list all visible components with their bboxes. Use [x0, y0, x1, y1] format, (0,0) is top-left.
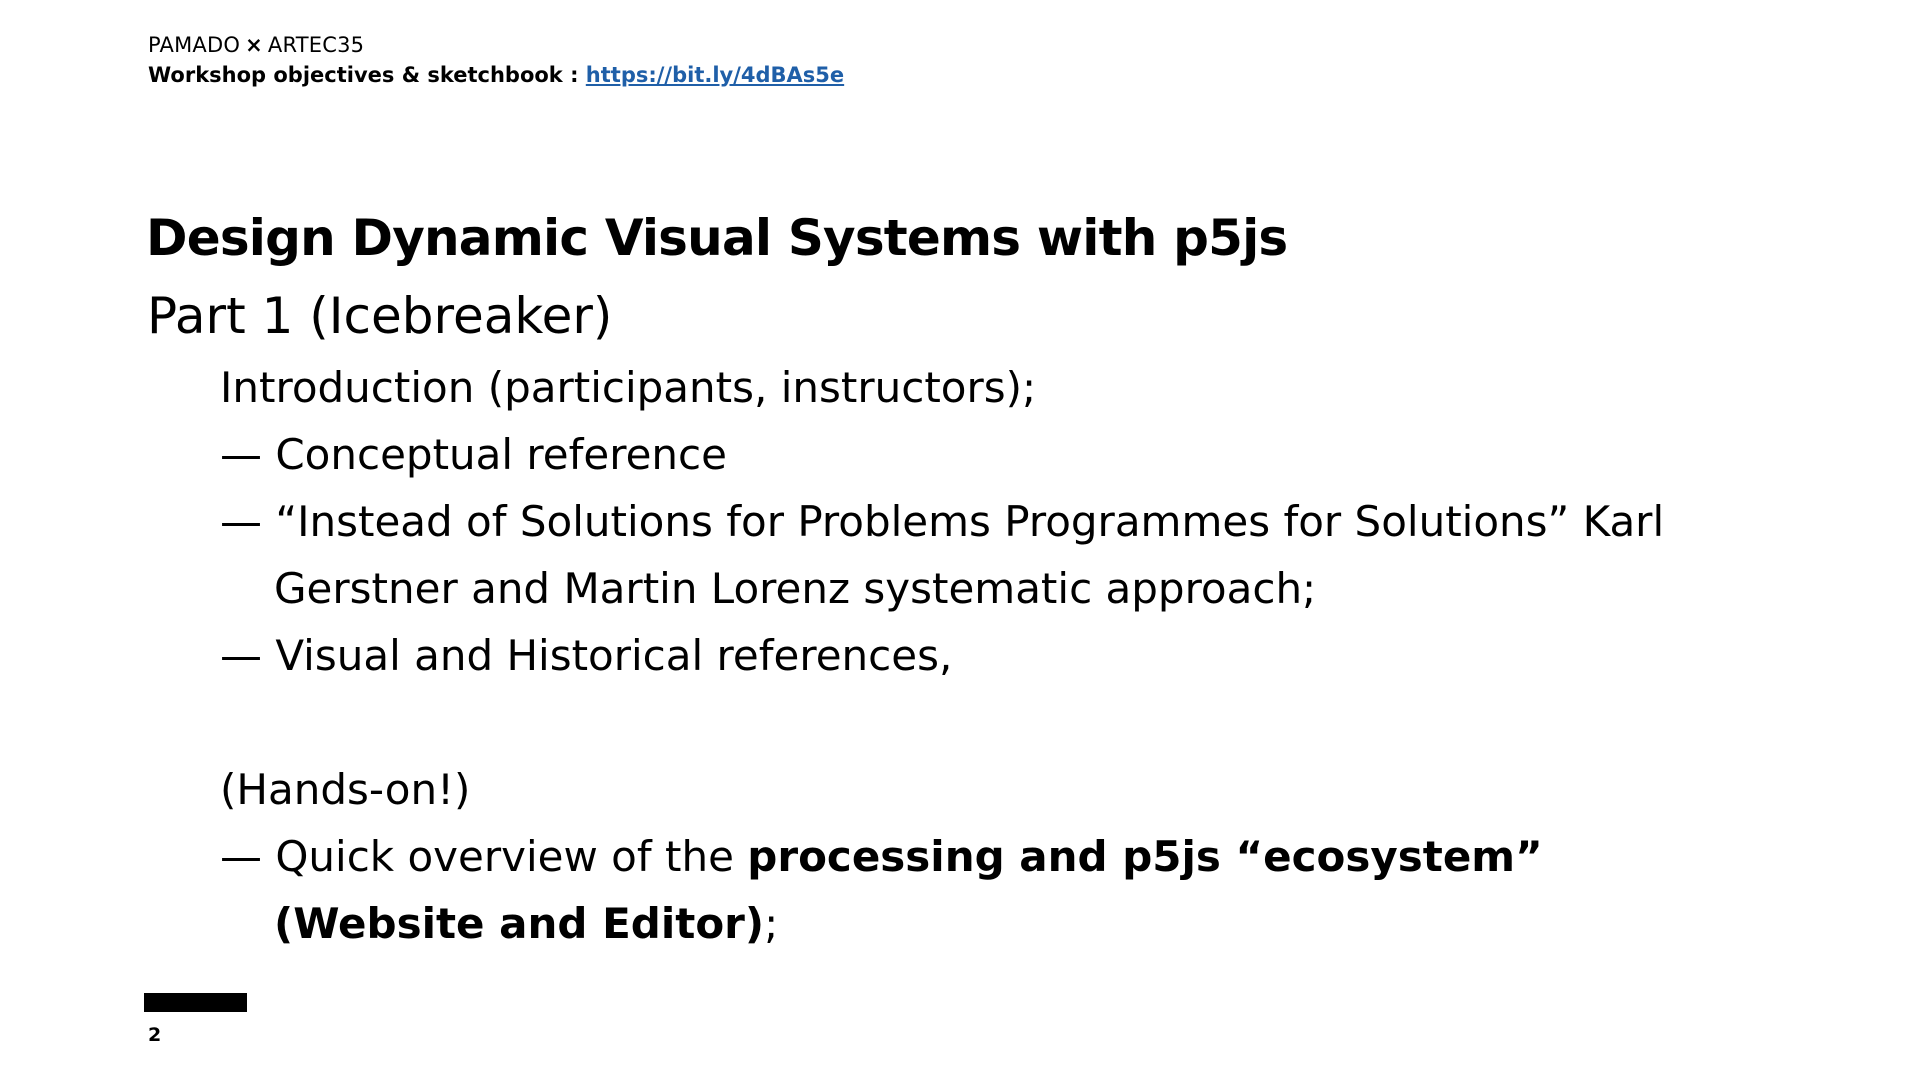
collaboration-symbol: × — [245, 33, 263, 57]
slide-subtitle: Part 1 (Icebreaker) — [147, 287, 613, 345]
overview-plain-text: — Quick overview of the — [220, 832, 748, 881]
page-number: 2 — [148, 1024, 162, 1046]
overview-line — [220, 823, 1780, 890]
concept-line: — Conceptual reference — [220, 430, 727, 479]
website-line — [220, 890, 1780, 957]
visual-references-line: — Visual and Historical references, — [220, 631, 953, 680]
overview-bold-text: processing and p5js “ecosystem” — [747, 832, 1543, 881]
sketchbook-link[interactable]: https://bit.ly/4dBAs5e — [585, 63, 845, 87]
objectives-label: Workshop objectives & sketchbook : — [148, 63, 586, 87]
website-bold-text: (Website and Editor) — [274, 899, 765, 948]
footer-bar — [144, 993, 247, 1012]
slide-header — [148, 30, 844, 90]
quote-line-2: Gerstner and Martin Lorenz systematic approach; — [274, 564, 1317, 613]
objectives-line — [148, 60, 844, 90]
slide-body — [220, 354, 1780, 957]
organizer-artec35: ARTEC35 — [267, 33, 365, 57]
slide-title: Design Dynamic Visual Systems with p5js — [146, 209, 1288, 267]
website-end-text: ; — [764, 899, 779, 948]
hands-on-line: (Hands-on!) — [220, 765, 471, 814]
spacer — [220, 689, 1780, 756]
organizers-line — [148, 30, 844, 60]
intro-line: Introduction (participants, instructors); — [220, 363, 1037, 412]
organizer-pamado: PAMADO — [148, 33, 241, 57]
quote-line-1: — “Instead of Solutions for Problems Programmes for Solutions” Karl — [220, 497, 1665, 546]
